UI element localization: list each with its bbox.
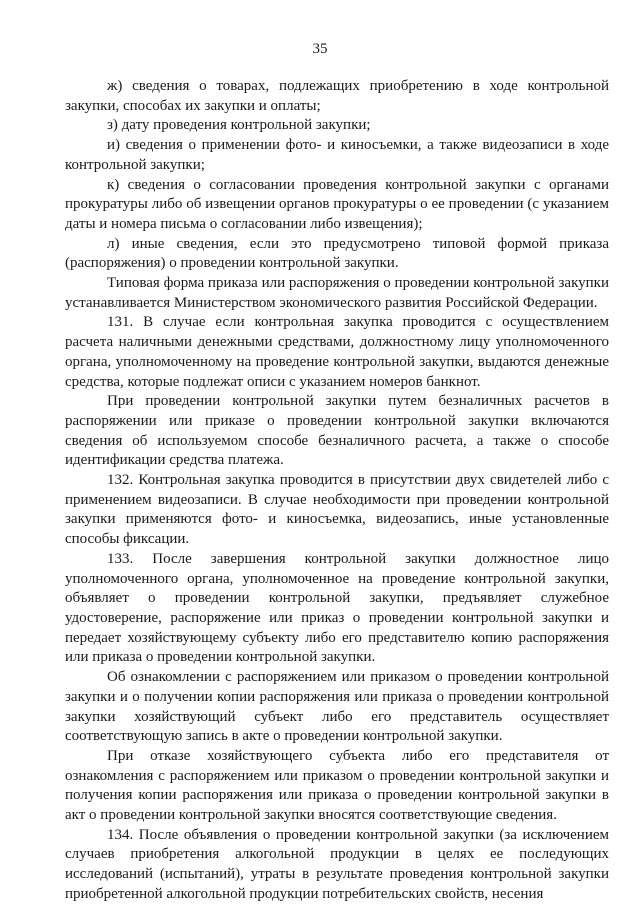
paragraph-item-zh: ж) сведения о товарах, подлежащих приобретению в ходе контрольной закупки, способах их закупки и оплаты; xyxy=(65,78,609,114)
paragraph-item-k: к) сведения о согласовании проведения контрольной закупки с органами прокуратуры либо об извещении органов прокуратуры о ее проведении (с указанием даты и номера письма о согласовании либо извещения); xyxy=(65,176,609,232)
paragraph-133-acknowledgement: Об ознакомлении с распоряжением или приказом о проведении контрольной закупки и о получении копии распоряжения или приказа о проведении контрольной закупки хозяйствующий субъект либо его представитель осуществляет соответствующую запись в акте о проведении контрольной закупки. xyxy=(65,669,609,745)
page-body xyxy=(65,77,609,905)
page-number: 35 xyxy=(312,41,328,57)
paragraph-133-refusal: При отказе хозяйствующего субъекта либо его представителя от ознакомления с распоряжением или приказом о проведении контрольной закупки и получения копии распоряжения или приказа о проведении контрольной закупки в акт о проведении контрольной закупки вносятся соответствующие сведения. xyxy=(65,747,609,824)
paragraph-item-l: л) иные сведения, если это предусмотрено типовой формой приказа (распоряжения) о проведении контрольной закупки. xyxy=(65,235,609,272)
paragraph-133: 133. После завершения контрольной закупки должностное лицо уполномоченного органа, уполномоченное на проведение контрольной закупки, объявляет о проведении контрольной закупки, предъявляет служебное удостоверение, распоряжение или приказ о проведении контрольной закупки и передает хозяйствующему субъекту либо его представителю копию распоряжения или приказа о проведении контрольной закупки. xyxy=(65,550,609,666)
paragraph-131-cashless: При проведении контрольной закупки путем безналичных расчетов в распоряжении или приказе о проведении контрольной закупки включаются сведения об используемом способе безналичного расчета, а также о способе идентификации средства платежа. xyxy=(65,393,609,469)
paragraph-item-z: з) дату проведения контрольной закупки; xyxy=(107,117,371,134)
paragraph-131: 131. В случае если контрольная закупка проводится с осуществлением расчета наличными денежными средствами, должностному лицу уполномоченного органа, уполномоченному на проведение контрольной закупки, выдаются денежные средства, которые подлежат описи с указанием номеров банкнот. xyxy=(65,314,609,390)
paragraph-132: 132. Контрольная закупка проводится в присутствии двух свидетелей либо с применением видеозаписи. В случае необходимости при проведении контрольной закупки применяются фото- и киносъемка, видеозапись, иные установленные способы фиксации. xyxy=(65,472,609,548)
paragraph-typical-form: Типовая форма приказа или распоряжения о проведении контрольной закупки устанавливается Министерством экономического развития Российской Федерации. xyxy=(65,275,609,311)
paragraph-item-i: и) сведения о применении фото- и киносъемки, а также видеозаписи в ходе контрольной закупки; xyxy=(65,137,609,173)
paragraph-134: 134. После объявления о проведении контрольной закупки (за исключением случаев приобретения алкогольной продукции в целях ее последующих исследований (испытаний), утраты в результате проведения контрольной закупки приобретенной алкогольной продукции потребительских свойств, несения xyxy=(65,826,609,902)
